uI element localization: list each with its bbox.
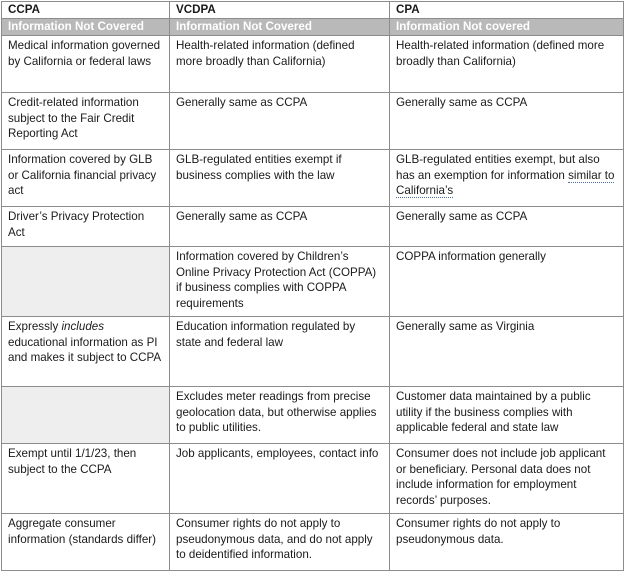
- subheader-cpa: Information Not covered: [390, 19, 624, 36]
- table-row: [2, 387, 624, 444]
- cell-cpa: Health-related information (defined more broadly than California): [390, 36, 624, 93]
- cell-ccpa: Driver’s Privacy Protection Act: [2, 207, 170, 247]
- table-row: [2, 317, 624, 387]
- cell-ccpa: Exempt until 1/1/23, then subject to the CCPA: [2, 444, 170, 514]
- cell-cpa: Customer data maintained by a public utility if the business complies with applicable federal and state law: [390, 387, 624, 444]
- subheader-row: [2, 19, 624, 36]
- cell-cpa: [390, 150, 624, 207]
- cell-ccpa-emphasis: includes: [61, 320, 105, 333]
- privacy-law-comparison-table: [1, 1, 624, 571]
- cell-cpa: Consumer rights do not apply to pseudonymous data.: [390, 514, 624, 571]
- cell-ccpa-text: Expressly: [8, 320, 62, 333]
- table-row: [2, 150, 624, 207]
- cell-ccpa: Credit-related information subject to the Fair Credit Reporting Act: [2, 93, 170, 150]
- cell-vcdpa: Health-related information (defined more broadly than California): [170, 36, 390, 93]
- table-row: [2, 36, 624, 93]
- header-vcdpa: VCDPA: [170, 2, 390, 19]
- header-cpa: CPA: [390, 2, 624, 19]
- cell-cpa: Consumer does not include job applicant or beneficiary. Personal data does not include information for employment records’ purposes.: [390, 444, 624, 514]
- cell-cpa-underlined-text: similar to California’s: [396, 168, 615, 198]
- cell-cpa-text: GLB-regulated entities exempt, but also has an exemption for information: [396, 153, 600, 182]
- cell-cpa: Generally same as CCPA: [390, 207, 624, 247]
- cell-vcdpa: Education information regulated by state and federal law: [170, 317, 390, 387]
- cell-cpa: Generally same as CCPA: [390, 93, 624, 150]
- cell-ccpa-empty: [2, 387, 170, 444]
- subheader-ccpa: Information Not Covered: [2, 19, 170, 36]
- table-row: [2, 207, 624, 247]
- cell-cpa: COPPA information generally: [390, 247, 624, 317]
- cell-ccpa-empty: [2, 247, 170, 317]
- cell-ccpa: Medical information governed by California or federal laws: [2, 36, 170, 93]
- cell-ccpa: Information covered by GLB or California financial privacy act: [2, 150, 170, 207]
- cell-vcdpa: Information covered by Children’s Online Privacy Protection Act (COPPA) if business complies with COPPA requirements: [170, 247, 390, 317]
- cell-ccpa: [2, 317, 170, 387]
- cell-vcdpa: GLB-regulated entities exempt if business complies with the law: [170, 150, 390, 207]
- cell-ccpa: Aggregate consumer information (standards differ): [2, 514, 170, 571]
- cell-vcdpa: Generally same as CCPA: [170, 93, 390, 150]
- table-row: [2, 247, 624, 317]
- cell-vcdpa: Consumer rights do not apply to pseudonymous data, and do not apply to deidentified information.: [170, 514, 390, 571]
- cell-cpa: Generally same as Virginia: [390, 317, 624, 387]
- header-ccpa: CCPA: [2, 2, 170, 19]
- cell-vcdpa: Excludes meter readings from precise geolocation data, but otherwise applies to public utilities.: [170, 387, 390, 444]
- cell-ccpa-text-rest: educational information as PI and makes it subject to CCPA: [8, 335, 162, 365]
- table-row: [2, 93, 624, 150]
- table-row: [2, 444, 624, 514]
- table-row: [2, 514, 624, 571]
- header-row: [2, 2, 624, 19]
- cell-vcdpa: Job applicants, employees, contact info: [170, 444, 390, 514]
- cell-vcdpa: Generally same as CCPA: [170, 207, 390, 247]
- subheader-vcdpa: Information Not Covered: [170, 19, 390, 36]
